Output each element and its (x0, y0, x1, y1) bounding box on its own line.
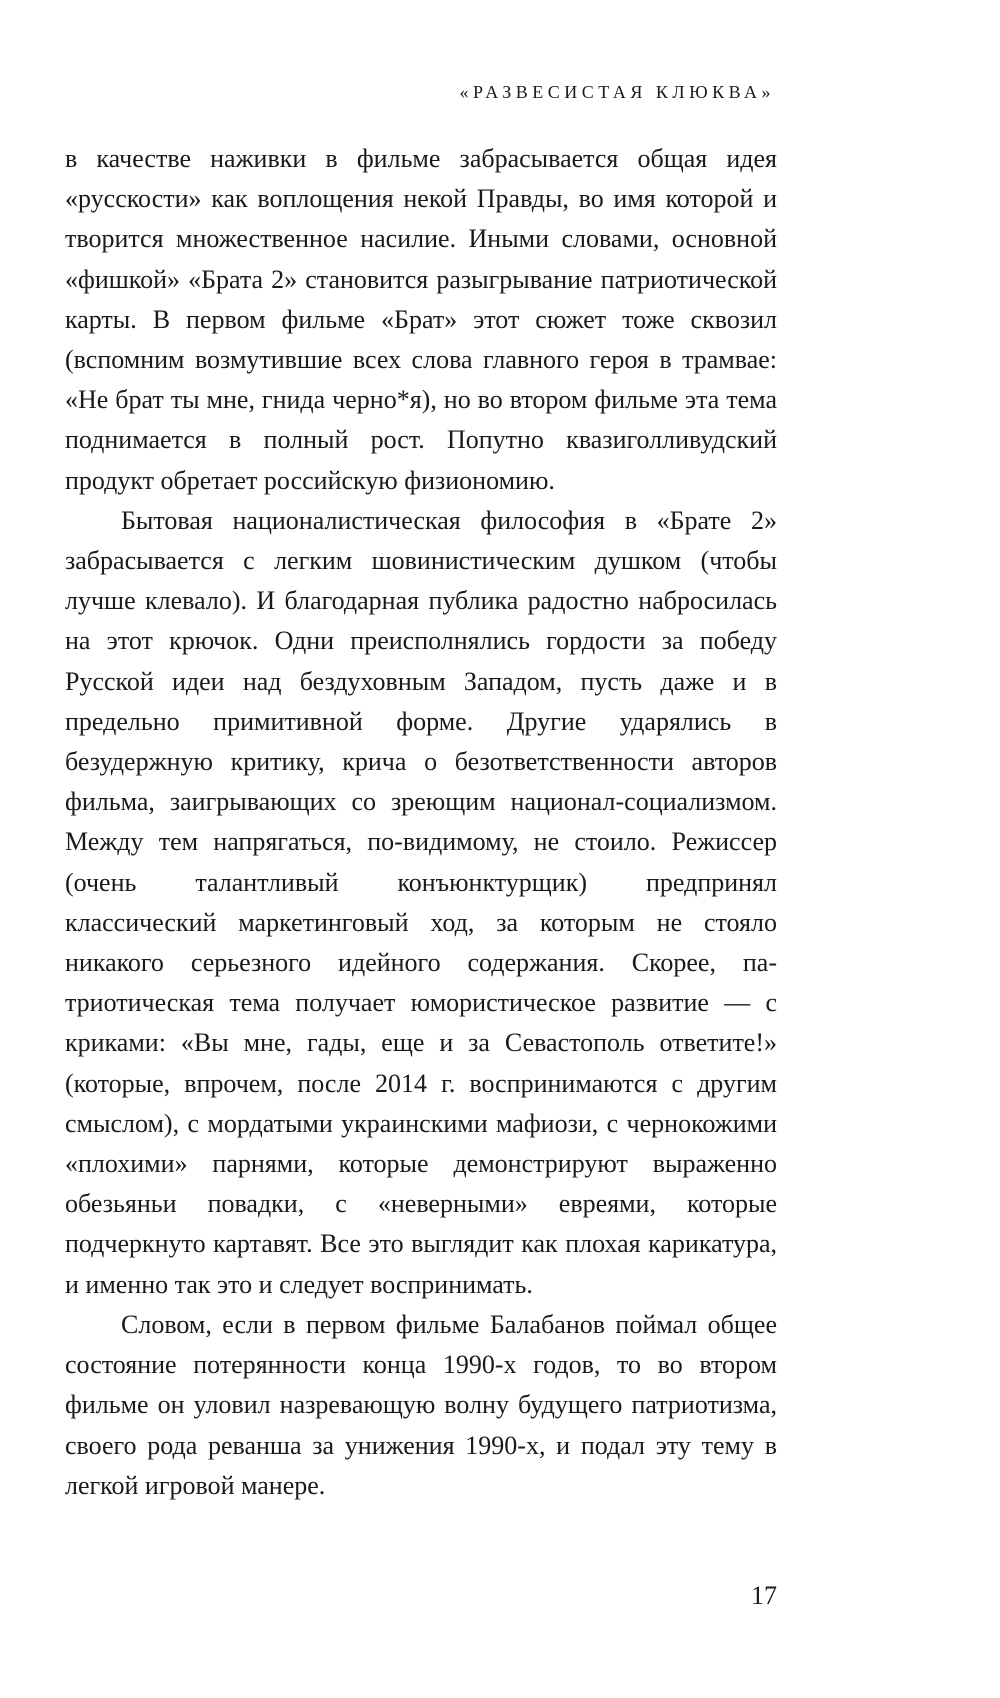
paragraph-3: Словом, если в первом фильме Балабанов поймал общее состояние потерянности конца 1990-х годов, то во втором фильме он уловил назревающую волну будущего патриотизма, своего рода реванша за унижения 1990-х, и подал эту тему в легкой игровой манере. (65, 1309, 777, 1500)
running-head: «РАЗВЕСИСТАЯ КЛЮКВА» (459, 82, 775, 102)
paragraph-2: Бытовая националистическая философия в «Брате 2» забрасывается с легким шовинистическим душком (чтобы лучше клевало). И благодарная публика радостно набросилась на этот крючок. Одни преисполнялись гордости за победу Русской идеи над бездуховным Западом, пусть даже и в предельно примитивной форме. Другие ударялись в безудержную критику, крича о безответственности авторов фильма, заигрывающих со зреющим национал-социализмом. Между тем напрягаться, по-видимому, не стоило. Режиссер (очень талантливый конъюнктурщик) предпринял классический маркетинговый ход, за которым не стояло никакого серьезного идейного содержания. Скорее, патриотическая тема получает юмористическое развитие — с криками: «Вы мне, гады, еще и за Севастополь ответите!» (которые, впрочем, после 2014 г. воспринимаются с другим смыслом), с мордатыми украинскими мафиози, с чернокожими «плохими» парнями, которые демонстрируют выраженно обезьяньи повадки, с «неверными» евреями, которые подчеркнуто картавят. Все это выглядит как плохая карикатура, и именно так это и следует воспринимать. (65, 505, 777, 1299)
body-text (65, 139, 777, 1506)
paragraph-1: в качестве наживки в фильме забрасывается общая идея «русскости» как воплощения некой Правды, во имя которой и творится множественное насилие. Иными словами, основной «фишкой» «Брата 2» становится разыгрывание патриотической карты. В первом фильме «Брат» этот сюжет тоже сквозил (вспомним возмутившие всех слова главного героя в трамвае: «Не брат ты мне, гнида черно*я), но во втором фильме эта тема поднимается в полный рост. Попутно квазиголливудский продукт обретает российскую физиономию. (65, 144, 777, 495)
page-number: 17 (751, 1581, 777, 1610)
